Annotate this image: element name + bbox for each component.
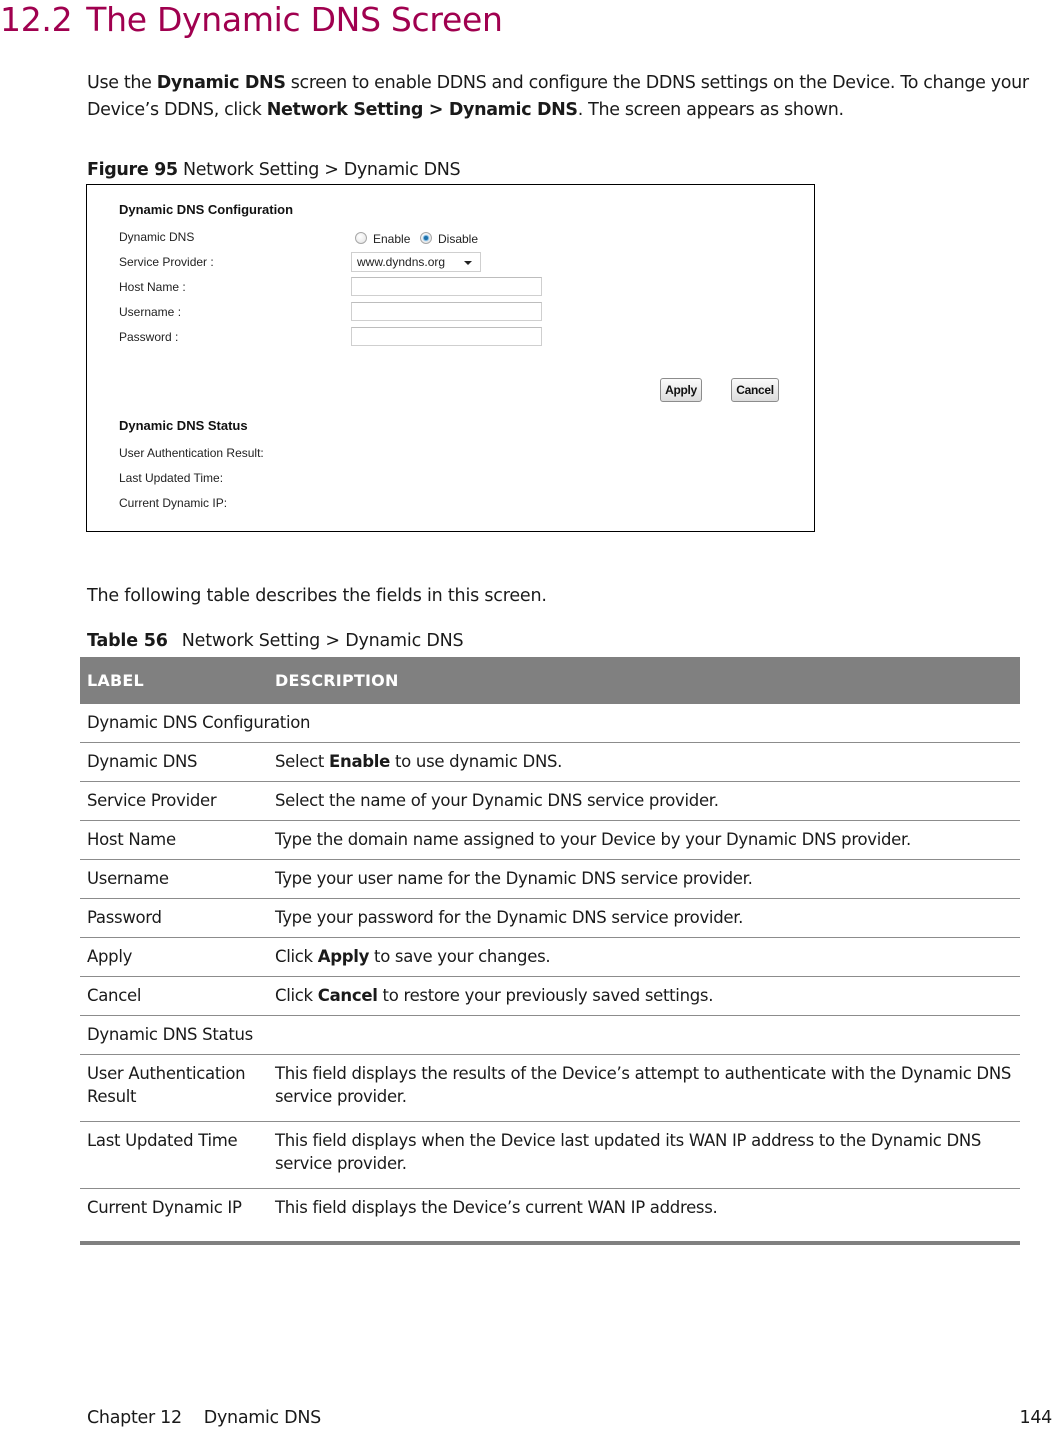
password-label: Password : bbox=[119, 330, 179, 344]
enable-radio[interactable] bbox=[355, 232, 367, 244]
figure-screenshot bbox=[86, 184, 815, 532]
figure-caption-label: Figure 95 bbox=[87, 160, 178, 180]
table-caption-label: Table 56 bbox=[87, 631, 168, 651]
table-row bbox=[80, 1055, 1020, 1122]
table-section-row bbox=[80, 1016, 1020, 1055]
table-row bbox=[80, 1122, 1020, 1189]
section-number: 12.2 bbox=[0, 0, 73, 39]
enable-label: Enable bbox=[373, 232, 411, 246]
password-input[interactable] bbox=[351, 327, 542, 346]
table-section-row bbox=[80, 704, 1020, 743]
row-label: Host Name bbox=[80, 821, 268, 860]
table-row bbox=[80, 938, 1020, 977]
table-row bbox=[80, 977, 1020, 1016]
page-footer-chapter bbox=[87, 1408, 321, 1428]
section-title bbox=[0, 0, 503, 40]
figure-caption-text: Network Setting > Dynamic DNS bbox=[177, 160, 461, 180]
description-table bbox=[80, 657, 1020, 1245]
section-label: Dynamic DNS Configuration bbox=[80, 704, 1020, 743]
disable-radio[interactable] bbox=[420, 232, 432, 244]
footer-chapter-number: Chapter 12 bbox=[87, 1408, 182, 1428]
service-provider-select[interactable] bbox=[351, 252, 481, 272]
row-description: Click Apply to save your changes. bbox=[268, 938, 1020, 977]
section-title-text: The Dynamic DNS Screen bbox=[86, 0, 503, 39]
page-number: 144 bbox=[1019, 1408, 1052, 1428]
disable-label: Disable bbox=[438, 232, 479, 246]
intro-paragraph bbox=[87, 70, 1052, 124]
last-updated-label: Last Updated Time: bbox=[119, 471, 224, 485]
figure-caption bbox=[87, 158, 460, 182]
table-row bbox=[80, 782, 1020, 821]
table-caption-text: Network Setting > Dynamic DNS bbox=[181, 631, 464, 651]
host-name-input[interactable] bbox=[351, 277, 542, 296]
footer-chapter-title: Dynamic DNS bbox=[203, 1408, 321, 1428]
row-label: Service Provider bbox=[80, 782, 268, 821]
intro-text: screen to enable DDNS and configure the DDNS settings on the Device. To change your Device’s DDNS, click bbox=[87, 73, 1029, 120]
header-description: DESCRIPTION bbox=[268, 657, 1020, 704]
dynamic-dns-label: Dynamic DNS bbox=[119, 230, 195, 244]
intro-bold-screen: Dynamic DNS bbox=[156, 73, 286, 93]
row-label: Current Dynamic IP bbox=[80, 1189, 268, 1244]
row-label: Apply bbox=[80, 938, 268, 977]
cancel-button[interactable]: Cancel bbox=[731, 378, 779, 402]
apply-button[interactable]: Apply bbox=[660, 378, 702, 402]
row-description: Click Cancel to restore your previously saved settings. bbox=[268, 977, 1020, 1016]
username-label: Username : bbox=[119, 305, 182, 319]
service-provider-value: www.dyndns.org bbox=[357, 255, 446, 269]
config-heading: Dynamic DNS Configuration bbox=[119, 202, 294, 217]
table-row bbox=[80, 1189, 1020, 1244]
username-input[interactable] bbox=[351, 302, 542, 321]
row-description: This field displays the Device’s current WAN IP address. bbox=[268, 1189, 1020, 1244]
row-description: Type your password for the Dynamic DNS service provider. bbox=[268, 899, 1020, 938]
table-row bbox=[80, 899, 1020, 938]
row-label: Last Updated Time bbox=[80, 1122, 268, 1189]
row-description: Type your user name for the Dynamic DNS service provider. bbox=[268, 860, 1020, 899]
row-label: Username bbox=[80, 860, 268, 899]
service-provider-label: Service Provider : bbox=[119, 255, 214, 269]
table-caption bbox=[87, 629, 463, 653]
intro-text: . The screen appears as shown. bbox=[577, 100, 844, 120]
header-label: LABEL bbox=[80, 657, 268, 704]
intro-text: Use the bbox=[87, 73, 157, 93]
table-row bbox=[80, 860, 1020, 899]
row-description: This field displays the results of the Device’s attempt to authenticate with the Dynamic DNS service provider. bbox=[268, 1055, 1020, 1122]
row-description: Select Enable to use dynamic DNS. bbox=[268, 743, 1020, 782]
section-label: Dynamic DNS Status bbox=[80, 1016, 1020, 1055]
row-label: Dynamic DNS bbox=[80, 743, 268, 782]
row-label: Password bbox=[80, 899, 268, 938]
table-intro: The following table describes the fields in this screen. bbox=[87, 586, 547, 606]
row-description: Select the name of your Dynamic DNS service provider. bbox=[268, 782, 1020, 821]
intro-bold-path: Network Setting > Dynamic DNS bbox=[266, 100, 578, 120]
row-label: Cancel bbox=[80, 977, 268, 1016]
table-row bbox=[80, 743, 1020, 782]
row-description: This field displays when the Device last updated its WAN IP address to the Dynamic DNS service provider. bbox=[268, 1122, 1020, 1189]
status-heading: Dynamic DNS Status bbox=[119, 418, 248, 433]
host-name-label: Host Name : bbox=[119, 280, 186, 294]
chevron-down-icon bbox=[464, 261, 472, 265]
table-header-row bbox=[80, 657, 1020, 704]
current-ip-label: Current Dynamic IP: bbox=[119, 496, 228, 510]
table-row bbox=[80, 821, 1020, 860]
row-label: User Authentication Result bbox=[80, 1055, 268, 1122]
row-description: Type the domain name assigned to your Device by your Dynamic DNS provider. bbox=[268, 821, 1020, 860]
auth-result-label: User Authentication Result: bbox=[119, 446, 264, 460]
